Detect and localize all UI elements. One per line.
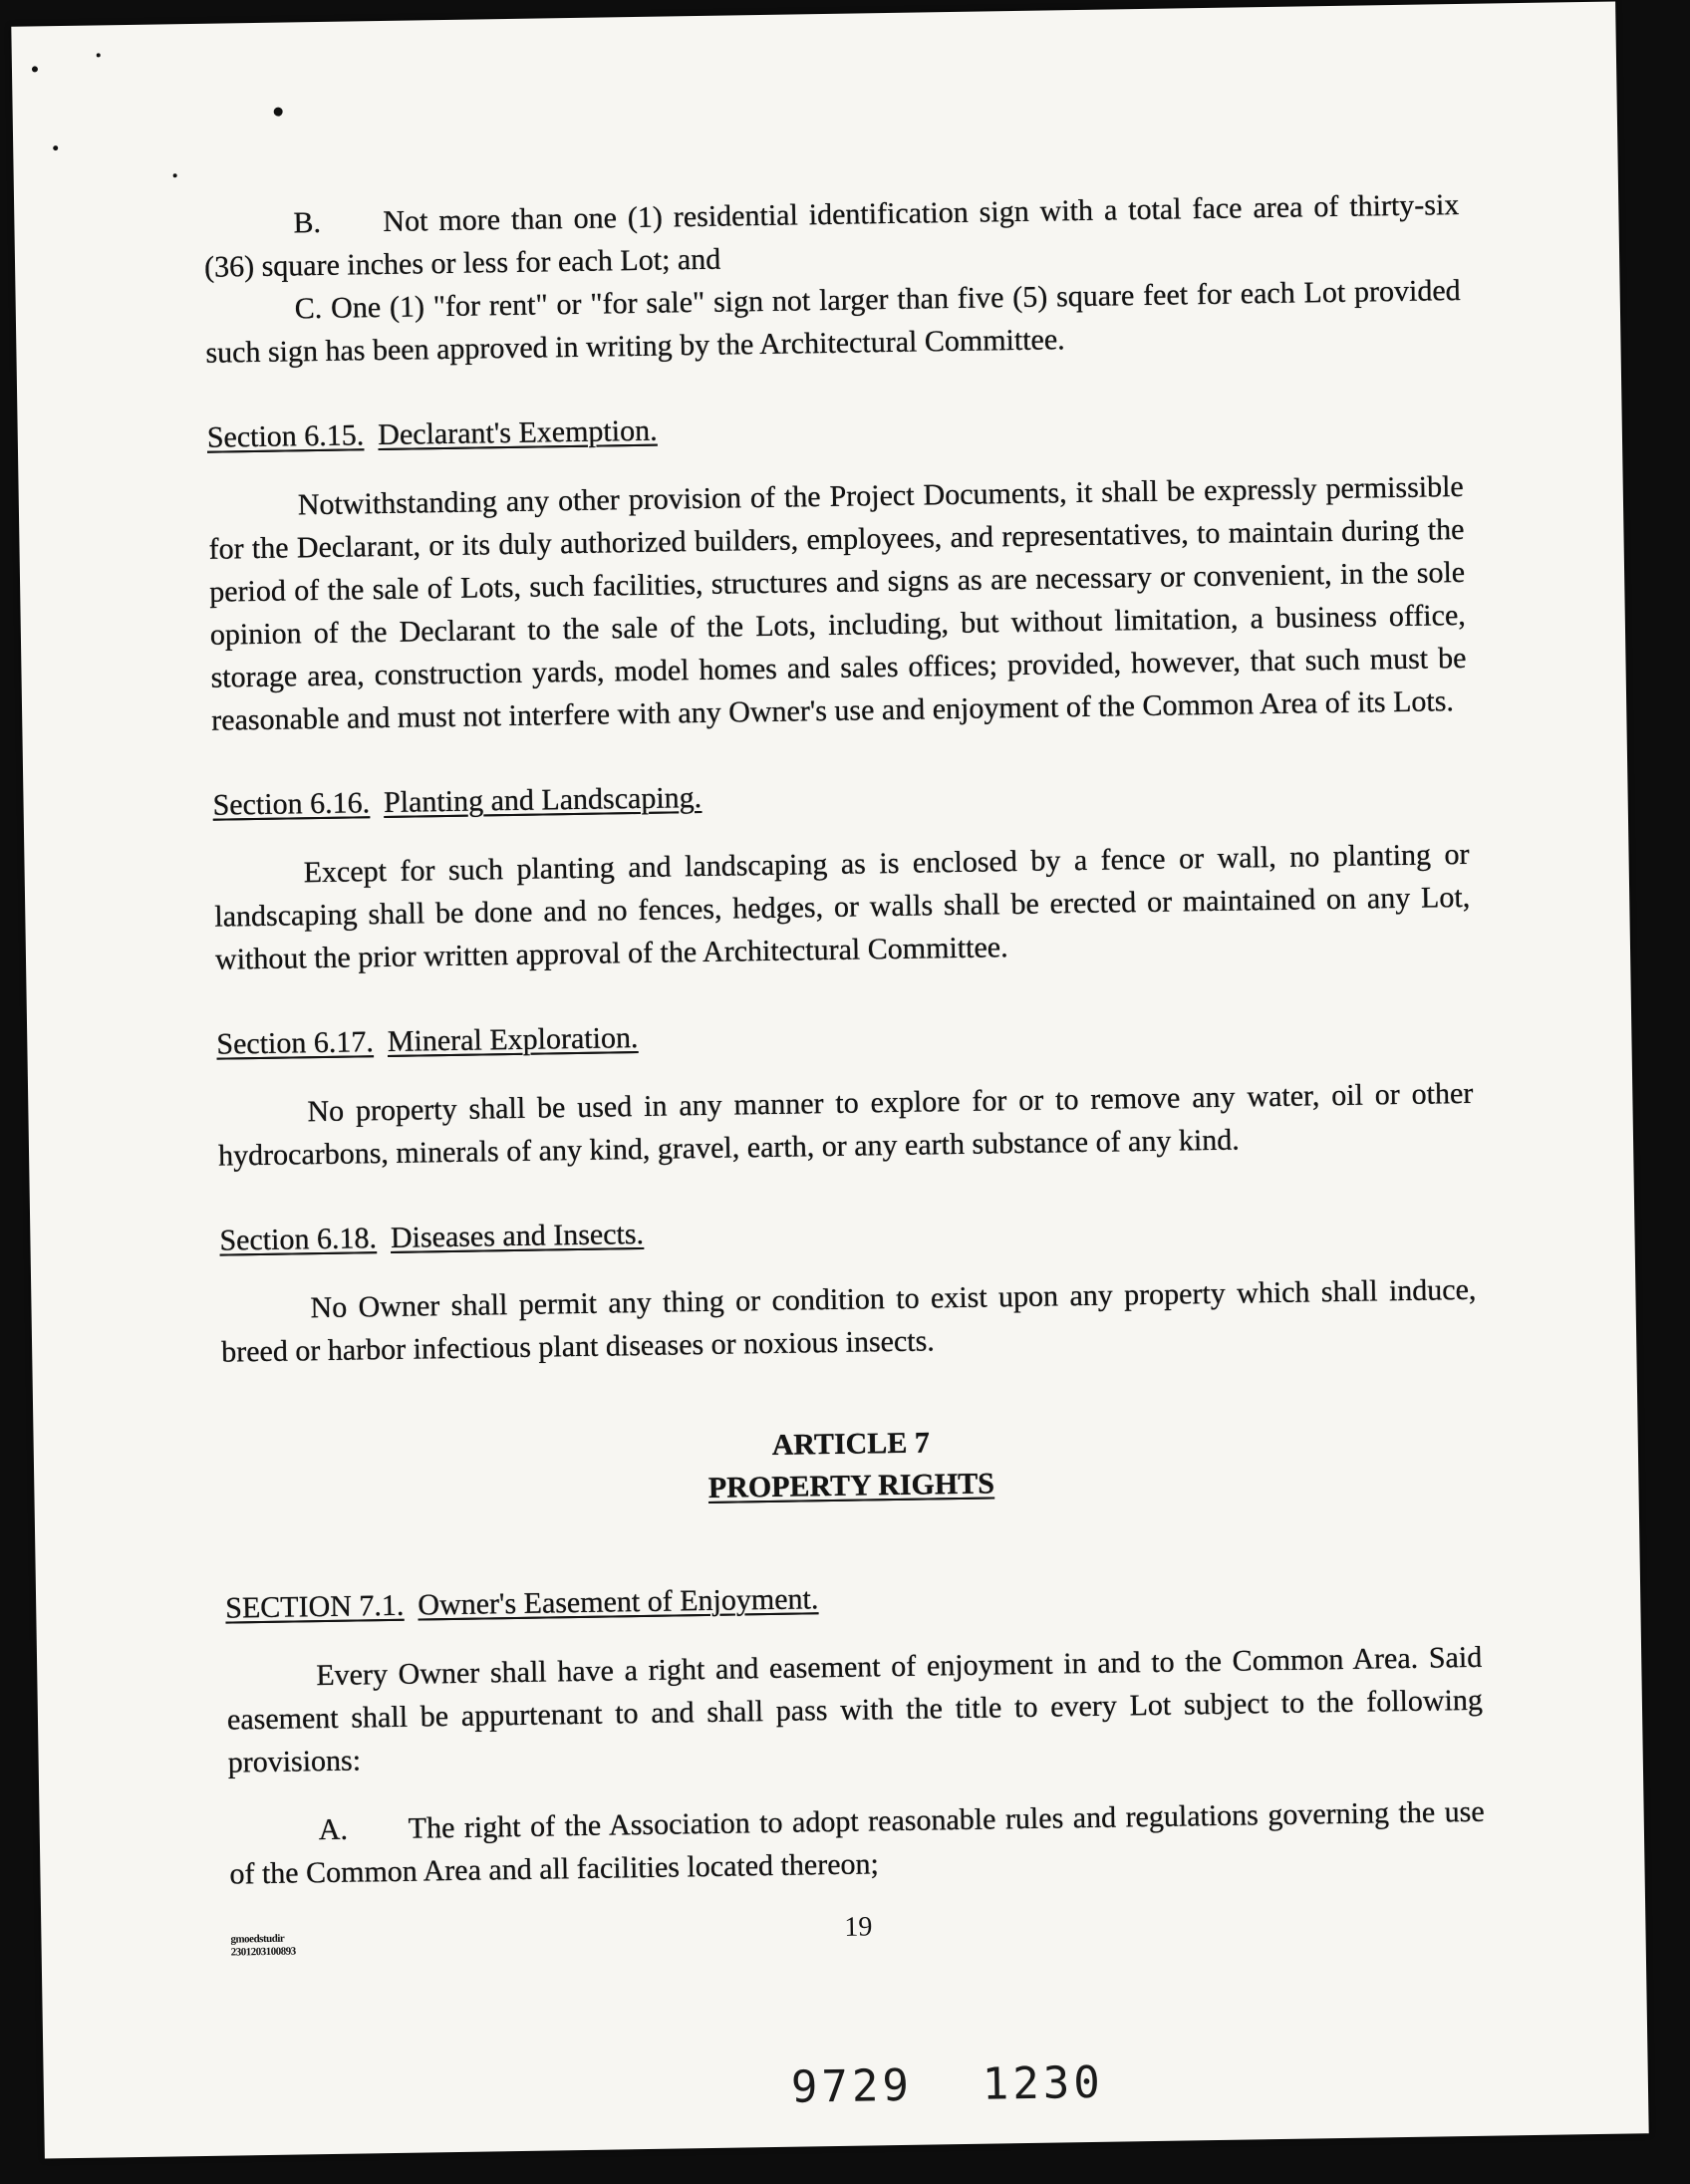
item-text: The right of the Association to adopt reasonable rules and regulations governing the use of the Common Area and all facilities located thereon; bbox=[229, 1794, 1485, 1891]
stamp-page-number: 1230 bbox=[982, 2056, 1105, 2110]
section-title: Planting and Landscaping. bbox=[383, 780, 703, 819]
list-item bbox=[228, 1790, 1485, 1896]
section-number: SECTION 7.1. bbox=[224, 1588, 405, 1625]
section-title: Owner's Easement of Enjoyment. bbox=[418, 1582, 819, 1622]
page-number: 19 bbox=[844, 1911, 873, 1943]
item-text: One (1) "for rent" or "for sale" sign not larger than five (5) square feet for each Lot provided such sign has been approved in writing by the Architectural Committee. bbox=[205, 273, 1461, 370]
scan-speck bbox=[274, 108, 283, 117]
scan-speck bbox=[53, 145, 58, 150]
section-heading bbox=[216, 1003, 1473, 1066]
section-number: Section 6.15. bbox=[206, 418, 365, 454]
section-heading bbox=[212, 764, 1469, 827]
section-title: Mineral Exploration. bbox=[387, 1021, 639, 1058]
section-body: No Owner shall permit any thing or condition to exist upon any property which shall induce, breed or harbor infectious plant diseases or noxious insects. bbox=[220, 1272, 1477, 1369]
section-title: Diseases and Insects. bbox=[390, 1217, 645, 1254]
scan-speck bbox=[173, 173, 177, 177]
section-heading bbox=[219, 1200, 1476, 1262]
section-body: Every Owner shall have a right and easement of enjoyment in and to the Common Area. Said easement shall be appurtenant to and shall pass with the title to every Lot subject to the following provisions: bbox=[226, 1640, 1484, 1779]
scan-speck bbox=[97, 53, 101, 57]
item-label: C. bbox=[294, 291, 323, 326]
list-item bbox=[204, 269, 1461, 375]
paper-sheet bbox=[11, 1, 1648, 2158]
recording-stamp bbox=[790, 2057, 1104, 2113]
section-body: Except for such planting and landscaping as is enclosed by a fence or wall, no planting or landscaping shall be done and no fences, hedges, or walls shall be erected or maintained on any Lot, without the prior written approval of the Architectural Committee. bbox=[214, 837, 1471, 976]
page-footer bbox=[230, 1902, 1486, 2113]
item-label: A. bbox=[318, 1812, 349, 1847]
section-heading bbox=[225, 1567, 1482, 1630]
item-text: Not more than one (1) residential identification sign with a total face area of thirty-six (36) square inches or less for each Lot; and bbox=[203, 187, 1460, 284]
document-code-line: gmoedstudir bbox=[230, 1932, 285, 1946]
article-title: PROPERTY RIGHTS bbox=[707, 1467, 995, 1504]
section-body: No property shall be used in any manner to explore for or to remove any water, oil or other hydrocarbons, minerals of any kind, gravel, earth, or any earth substance of any kind. bbox=[217, 1076, 1474, 1173]
section-body: Notwithstanding any other provision of the Project Documents, it shall be expressly permissible for the Declarant, or its duly authorized builders, employees, and representatives, to maintain during the period of the sale of Lots, such facilities, structures and signs as are necessary or convenient, in the sole opinion of the Declarant to the sale of the Lots, including, but without limitation, a business office, storage area, construction yards, model homes and sales offices; provided, however, that such must be reasonable and must not interfere with any Owner's use and enjoyment of the Common Area of its Lots. bbox=[208, 469, 1467, 737]
section-number: Section 6.18. bbox=[219, 1222, 378, 1257]
scan-speck bbox=[32, 66, 38, 72]
document-body bbox=[203, 183, 1486, 1896]
article-number: ARTICLE 7 bbox=[771, 1426, 931, 1462]
document-code-line: 2301203100893 bbox=[230, 1945, 296, 1959]
section-title: Declarant's Exemption. bbox=[378, 413, 658, 452]
section-number: Section 6.17. bbox=[216, 1025, 375, 1061]
section-heading bbox=[206, 397, 1463, 459]
article-heading bbox=[222, 1414, 1479, 1517]
stamp-book-number: 9729 bbox=[790, 2059, 914, 2113]
section-number: Section 6.16. bbox=[212, 786, 371, 822]
item-label: B. bbox=[293, 205, 322, 240]
